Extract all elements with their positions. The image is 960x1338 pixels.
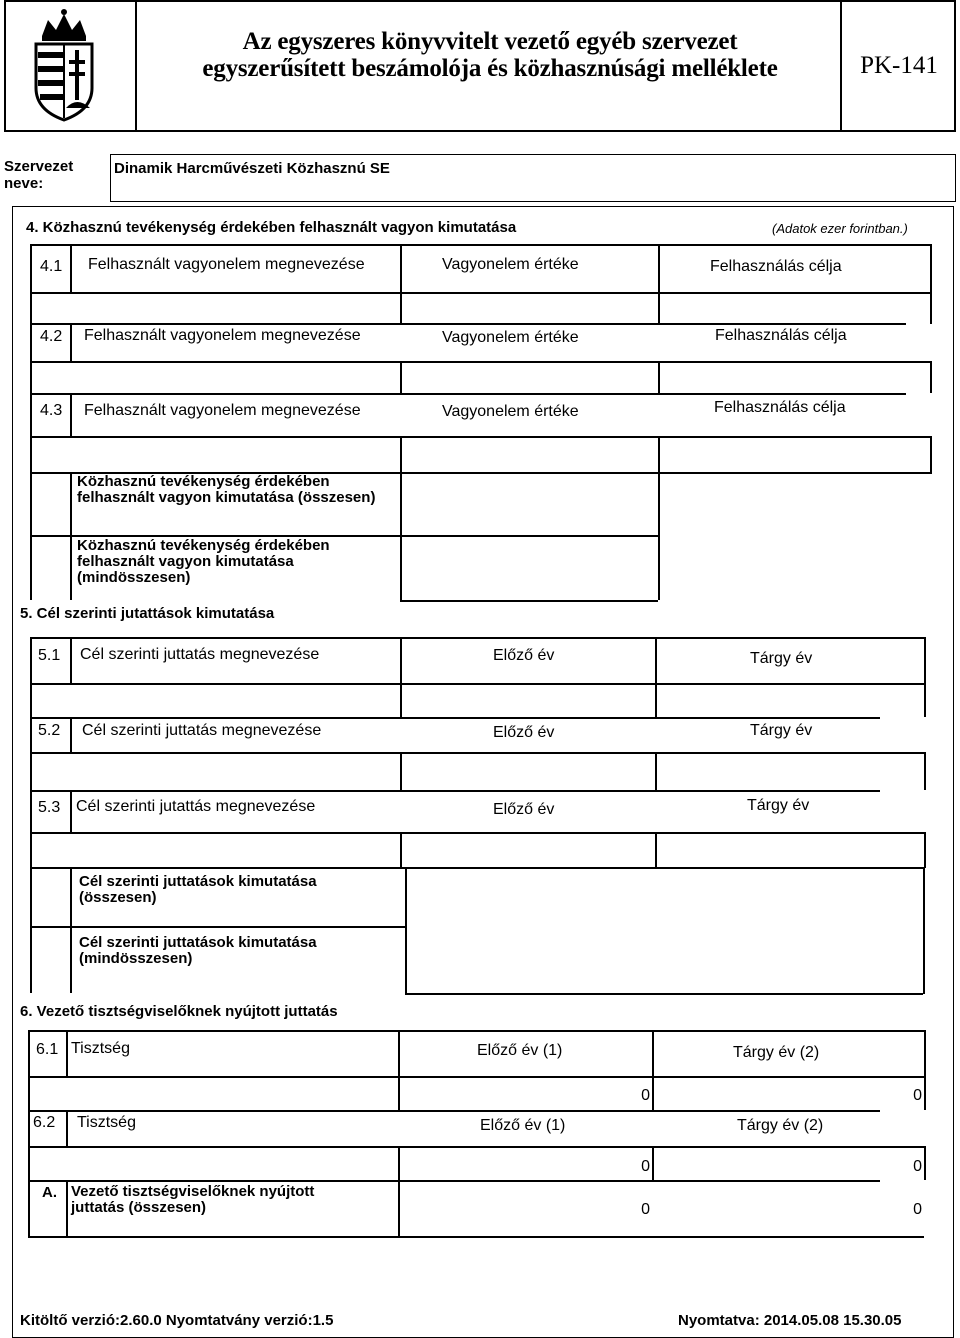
row-6-2-curr: Tárgy év (2) <box>737 1117 824 1134</box>
row-5-2-curr: Tárgy év <box>750 722 813 739</box>
row-4-1-purpose: Felhasználás célja <box>710 258 842 275</box>
row-6-2-prev: Előző év (1) <box>480 1117 566 1134</box>
section4-total-label: Közhasznú tevékenység érdekében felhasznált vagyon kimutatása (összesen) <box>77 473 376 506</box>
footer-version: Kitöltő verzió:2.60.0 Nyomtatvány verzió:1.5 <box>20 1312 334 1329</box>
form-title-line2: egyszerűsített beszámolója és közhasznúsági melléklete <box>202 55 778 82</box>
row-4-2-value: Vagyonelem értéke <box>442 329 579 346</box>
row-5-2-num: 5.2 <box>38 722 61 739</box>
row-4-3-value: Vagyonelem értéke <box>442 403 579 420</box>
row-4-3-name: Felhasznált vagyonelem megnevezése <box>84 402 361 419</box>
row-5-1-input[interactable] <box>31 684 923 716</box>
row-6-1-name: Tisztség <box>71 1040 130 1057</box>
row-5-1-prev: Előző év <box>493 647 555 664</box>
row-6-1-curr: Tárgy év (2) <box>733 1044 820 1061</box>
row-6-2-curr-value[interactable]: 0 <box>913 1158 922 1175</box>
form-code: PK-141 <box>860 52 938 79</box>
row-5-3-input[interactable] <box>31 833 923 867</box>
org-name-label: Szervezet neve: <box>4 158 74 192</box>
section5-title: 5. Cél szerinti jutattások kimutatása <box>20 605 275 622</box>
row-6-1-num: 6.1 <box>36 1041 59 1058</box>
row-6-2-prev-value[interactable]: 0 <box>641 1158 650 1175</box>
footer-printed: Nyomtatva: 2014.05.08 15.30.05 <box>678 1312 902 1329</box>
row-4-2-num: 4.2 <box>40 328 63 345</box>
row-6-2-num: 6.2 <box>33 1114 56 1131</box>
section5-grand-total-value[interactable] <box>406 927 922 993</box>
row-5-3-name: Cél szerinti jutattás megnevezése <box>76 798 316 815</box>
row-5-1-num: 5.1 <box>38 647 61 664</box>
row-6-total-curr[interactable]: 0 <box>913 1201 922 1218</box>
row-4-1-name: Felhasznált vagyonelem megnevezése <box>88 256 365 273</box>
row-4-3-purpose: Felhasználás célja <box>714 399 846 416</box>
row-5-3-curr: Tárgy év <box>747 797 810 814</box>
row-4-1-num: 4.1 <box>40 258 63 275</box>
row-6-total-prev[interactable]: 0 <box>641 1201 650 1218</box>
row-4-3-input[interactable] <box>31 437 929 472</box>
row-5-3-prev: Előző év <box>493 801 555 818</box>
form-title-line1: Az egyszeres könyvvitelt vezető egyéb szervezet <box>242 28 738 55</box>
row-5-3-num: 5.3 <box>38 799 61 816</box>
row-5-2-prev: Előző év <box>493 724 555 741</box>
section6-title: 6. Vezető tisztségviselőknek nyújtott juttatás <box>20 1003 338 1020</box>
row-5-2-input[interactable] <box>31 753 923 789</box>
section5-total-value[interactable] <box>406 868 922 926</box>
unit-note: (Adatok ezer forintban.) <box>772 221 908 236</box>
row-4-3-num: 4.3 <box>40 402 63 419</box>
row-5-1-name: Cél szerinti juttatás megnevezése <box>80 646 320 663</box>
coat-of-arms-icon <box>28 6 100 122</box>
row-4-2-input[interactable] <box>31 362 929 392</box>
row-6-total-label: Vezető tisztségviselőknek nyújtott juttatás (összesen) <box>71 1183 315 1216</box>
form-title <box>140 28 840 82</box>
section4-title: 4. Közhasznú tevékenység érdekében felhasznált vagyon kimutatása <box>26 219 517 236</box>
section4-total-value[interactable] <box>401 473 657 535</box>
row-6-2-name: Tisztség <box>77 1114 136 1131</box>
section5-grand-total-label: Cél szerinti juttatások kimutatása (mindösszesen) <box>79 934 317 967</box>
section5-total-label: Cél szerinti juttatások kimutatása (összesen) <box>79 873 317 906</box>
row-5-1-curr: Tárgy év <box>750 650 813 667</box>
row-6-1-prev-value[interactable]: 0 <box>641 1087 650 1104</box>
header-divider-left <box>135 0 137 132</box>
row-4-1-input[interactable] <box>31 293 929 323</box>
section4-grand-total-value[interactable] <box>401 536 657 600</box>
row-4-2-name: Felhasznált vagyonelem megnevezése <box>84 327 361 344</box>
row-4-2-purpose: Felhasználás célja <box>715 327 847 344</box>
section4-grand-total-label: Közhasznú tevékenység érdekében felhasznált vagyon kimutatása (mindösszesen) <box>77 537 330 586</box>
row-6-1-prev: Előző év (1) <box>477 1042 563 1059</box>
row-6-1-curr-value[interactable]: 0 <box>913 1087 922 1104</box>
row-5-2-name: Cél szerinti juttatás megnevezése <box>82 722 322 739</box>
row-6-total-num: A. <box>42 1184 57 1201</box>
org-name-value: Dinamik Harcművészeti Közhasznú SE <box>114 160 390 177</box>
row-4-1-value: Vagyonelem értéke <box>442 256 579 273</box>
